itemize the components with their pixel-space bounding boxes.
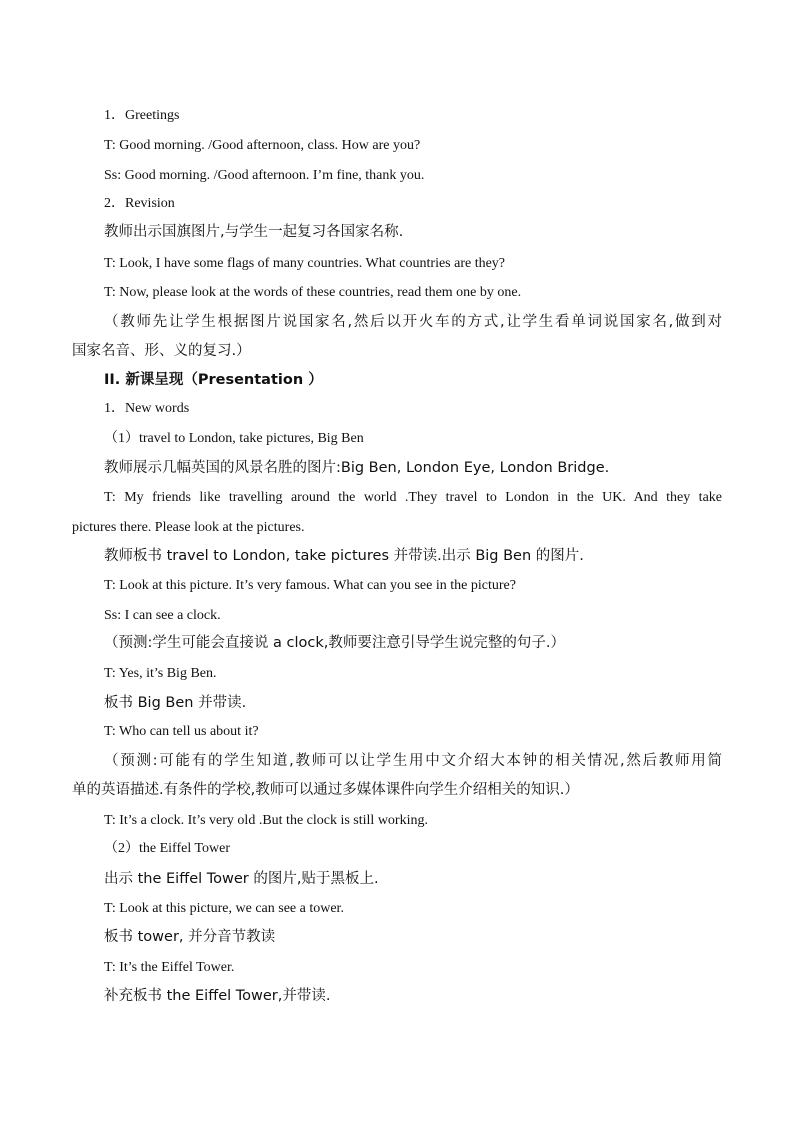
line-teacher-question: T: Who can tell us about it? <box>104 724 259 739</box>
line-teacher-travel-1: T: My friends like travelling around the world .They travel to London in the UK. And they take <box>104 490 722 505</box>
line-new-words-heading: 1．New words <box>104 401 190 416</box>
line-teacher-travel-2: pictures there. Please look at the pictures. <box>72 520 305 535</box>
line-prediction-note-2: 单的英语描述.有条件的学校,教师可以通过多媒体课件向学生介绍相关的知识.） <box>72 782 579 798</box>
line-teacher-greeting: T: Good morning. /Good afternoon, class. How are you? <box>104 138 421 153</box>
line-teacher-look-picture: T: Look at this picture. It’s very famous. What can you see in the picture? <box>104 578 516 593</box>
line-vocab-1: （1）travel to London, take pictures, Big Ben <box>104 431 364 446</box>
line-greetings-heading: 1．Greetings <box>104 108 180 123</box>
line-teacher-flags: T: Look, I have some flags of many countries. What countries are they? <box>104 256 506 271</box>
line-prediction-note-1: （预测:可能有的学生知道,教师可以让学生用中文介绍大本钟的相关情况,然后教师用简 <box>104 753 722 769</box>
line-students-greeting: Ss: Good morning. /Good afternoon. I’m fine, thank you. <box>104 168 425 183</box>
line-teacher-tower: T: Look at this picture, we can see a tower. <box>104 901 344 916</box>
line-blackboard-big-ben: 板书 Big Ben 并带读. <box>104 695 247 711</box>
line-blackboard-travel: 教师板书 travel to London, take pictures 并带读.出示 Big Ben 的图片. <box>104 548 584 564</box>
line-revision-note-1: （教师先让学生根据图片说国家名,然后以开火车的方式,让学生看单词说国家名,做到对 <box>104 314 722 330</box>
line-students-clock: Ss: I can see a clock. <box>104 608 221 623</box>
line-teacher-big-ben: T: Yes, it’s Big Ben. <box>104 666 217 681</box>
line-vocab-2: （2）the Eiffel Tower <box>104 841 231 856</box>
line-show-eiffel: 出示 the Eiffel Tower 的图片,贴于黑板上. <box>104 871 379 887</box>
line-show-pictures: 教师展示几幅英国的风景名胜的图片:Big Ben, London Eye, London Bridge. <box>104 460 610 476</box>
line-revision-heading: 2．Revision <box>104 196 175 211</box>
line-blackboard-tower: 板书 tower, 并分音节教读 <box>104 929 276 945</box>
line-teacher-old-clock: T: It’s a clock. It’s very old .But the clock is still working. <box>104 813 428 828</box>
line-teacher-read: T: Now, please look at the words of these countries, read them one by one. <box>104 285 522 300</box>
section-heading-presentation: II. 新课呈现（Presentation ） <box>104 372 323 388</box>
line-teacher-eiffel: T: It’s the Eiffel Tower. <box>104 960 235 975</box>
line-blackboard-eiffel: 补充板书 the Eiffel Tower,并带读. <box>104 988 331 1004</box>
line-prediction-clock: （预测:学生可能会直接说 a clock,教师要注意引导学生说完整的句子.） <box>104 635 565 651</box>
line-revision-note-2: 国家名音、形、义的复习.） <box>72 343 251 359</box>
line-revision-instruction: 教师出示国旗图片,与学生一起复习各国家名称. <box>104 224 404 240</box>
